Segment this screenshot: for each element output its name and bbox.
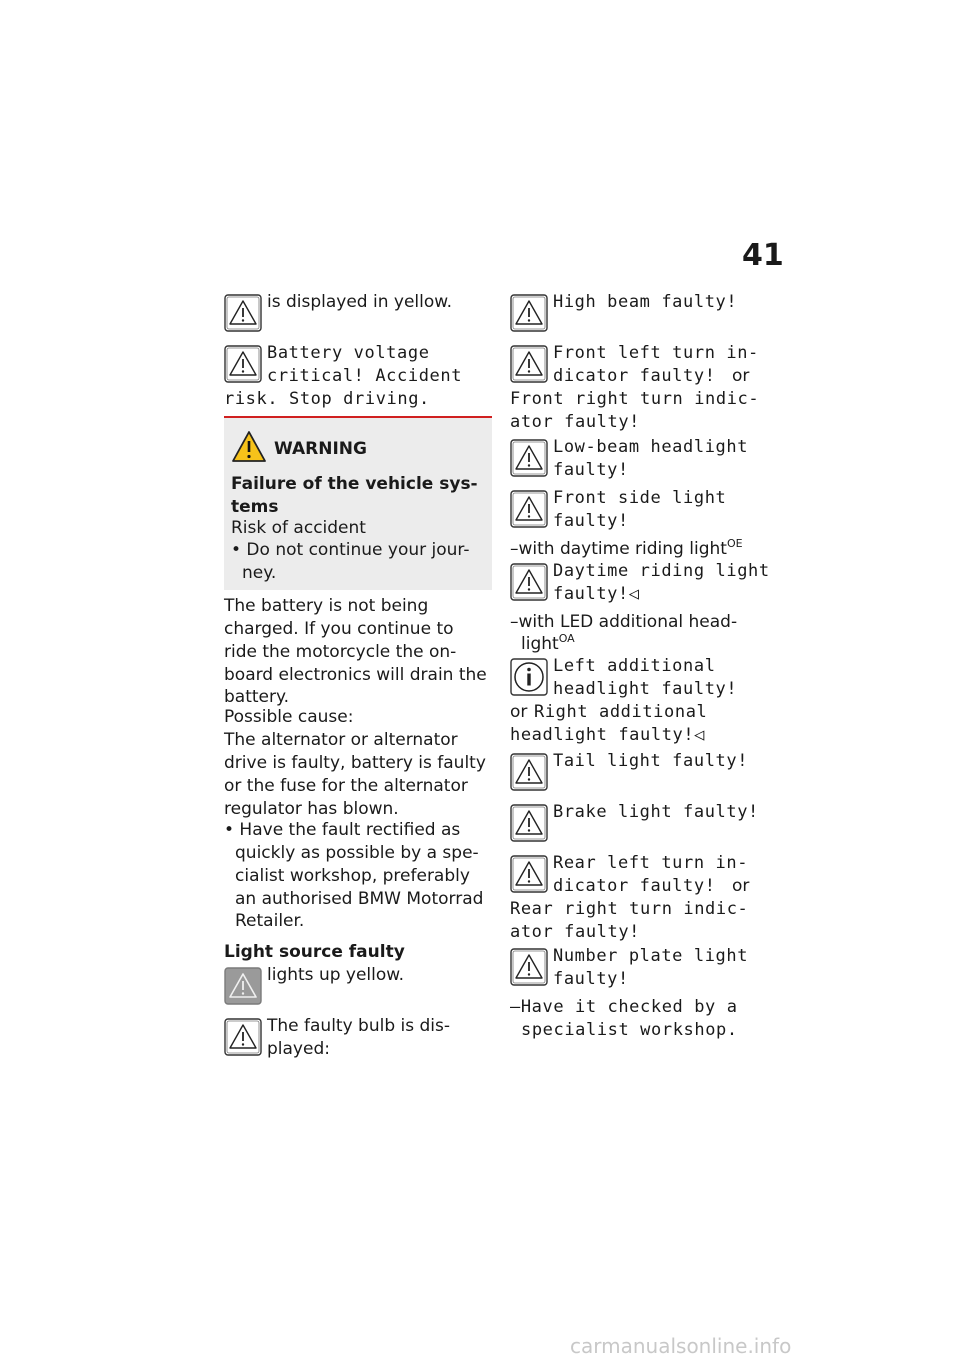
led-condition: –with LED additional head- (510, 612, 738, 632)
action-line: • Have the fault rectified as (224, 820, 461, 840)
front-left-message: Front left turn in- (553, 343, 759, 363)
tail-light-message: Tail light faulty! (553, 751, 749, 771)
warning-risk: Risk of accident (231, 518, 366, 538)
front-side-message: faulty! (553, 511, 629, 531)
warning-title: WARNING (274, 439, 367, 459)
info-icon (510, 658, 548, 696)
warning-triangle-icon (510, 490, 548, 528)
front-left-message: dicator faulty! (553, 366, 716, 386)
rear-right-message: ator faulty! (510, 922, 641, 942)
warning-icon (231, 430, 267, 464)
front-right-message: ator faulty! (510, 412, 641, 432)
battery-message-line: risk. Stop driving. (224, 389, 430, 409)
action-line: cialist workshop, preferably (235, 866, 470, 886)
led-condition: light$^{OA}$ (521, 632, 575, 654)
lights-up-text: lights up yellow. (267, 965, 405, 985)
cause-line: The alternator or alternator (224, 730, 458, 750)
battery-para-line: charged. If you continue to (224, 619, 454, 639)
cause-line: drive is faulty, battery is faulty (224, 753, 486, 773)
battery-para-line: The battery is not being (224, 596, 429, 616)
warning-triangle-icon (510, 294, 548, 332)
warning-triangle-icon (510, 804, 548, 842)
battery-para-line: board electronics will drain the (224, 665, 487, 685)
yellow-display-text: is displayed in yellow. (267, 292, 453, 312)
action-line: quickly as possible by a spe- (235, 843, 479, 863)
check-instruction: –Have it checked by a (510, 997, 738, 1017)
warning-triangle-icon (224, 1018, 262, 1056)
front-side-message: Front side light (553, 488, 727, 508)
cause-line: or the fuse for the alternator (224, 776, 468, 796)
rear-right-message: Rear right turn indic- (510, 899, 749, 919)
right-additional-message: headlight faulty!◁ (510, 725, 706, 745)
section-title: Light source faulty (224, 942, 405, 962)
warning-triangle-icon (224, 345, 262, 383)
low-beam-message: faulty! (553, 460, 629, 480)
cause-line: regulator has blown. (224, 799, 399, 819)
cause-label: Possible cause: (224, 707, 354, 727)
daytime-riding-condition: –with daytime riding light$^{OE}$ (510, 537, 743, 559)
battery-message-line: critical! Accident (267, 366, 463, 386)
warning-triangle-icon (510, 345, 548, 383)
faulty-bulb-text: The faulty bulb is dis- (267, 1016, 451, 1036)
faulty-bulb-text: played: (267, 1039, 330, 1059)
warning-heading: Failure of the vehicle sys- (231, 474, 478, 494)
warning-bullet: ney. (242, 563, 277, 583)
right-additional-message: Right additional (534, 702, 708, 722)
rear-left-message: Rear left turn in- (553, 853, 749, 873)
or-text: or (732, 366, 750, 386)
high-beam-message: High beam faulty! (553, 292, 738, 312)
warning-triangle-icon (510, 439, 548, 477)
battery-message-line: Battery voltage (267, 343, 430, 363)
drl-message: faulty!◁ (553, 584, 640, 604)
watermark: carmanualsonline.info (570, 1334, 792, 1358)
battery-para-line: ride the motorcycle the on- (224, 642, 457, 662)
warning-heading: tems (231, 497, 279, 517)
battery-para-line: battery. (224, 687, 290, 707)
left-additional-message: Left additional (553, 656, 716, 676)
warning-triangle-icon (510, 948, 548, 986)
number-plate-message: Number plate light (553, 946, 749, 966)
warning-triangle-icon (224, 294, 262, 332)
page-number: 41 (742, 238, 784, 273)
warning-triangle-icon (510, 753, 548, 791)
front-right-message: Front right turn indic- (510, 389, 760, 409)
brake-light-message: Brake light faulty! (553, 802, 759, 822)
warning-bullet: • Do not continue your jour- (231, 540, 470, 560)
or-text: or (510, 702, 528, 722)
warning-triangle-grey-icon (224, 967, 262, 1005)
drl-message: Daytime riding light (553, 561, 770, 581)
rear-left-message: dicator faulty! (553, 876, 716, 896)
warning-triangle-icon (510, 563, 548, 601)
low-beam-message: Low-beam headlight (553, 437, 749, 457)
number-plate-message: faulty! (553, 969, 629, 989)
check-instruction: specialist workshop. (521, 1020, 738, 1040)
warning-triangle-icon (510, 855, 548, 893)
left-additional-message: headlight faulty! (553, 679, 738, 699)
action-line: an authorised BMW Motorrad (235, 889, 484, 909)
action-line: Retailer. (235, 911, 305, 931)
or-text: or (732, 876, 750, 896)
